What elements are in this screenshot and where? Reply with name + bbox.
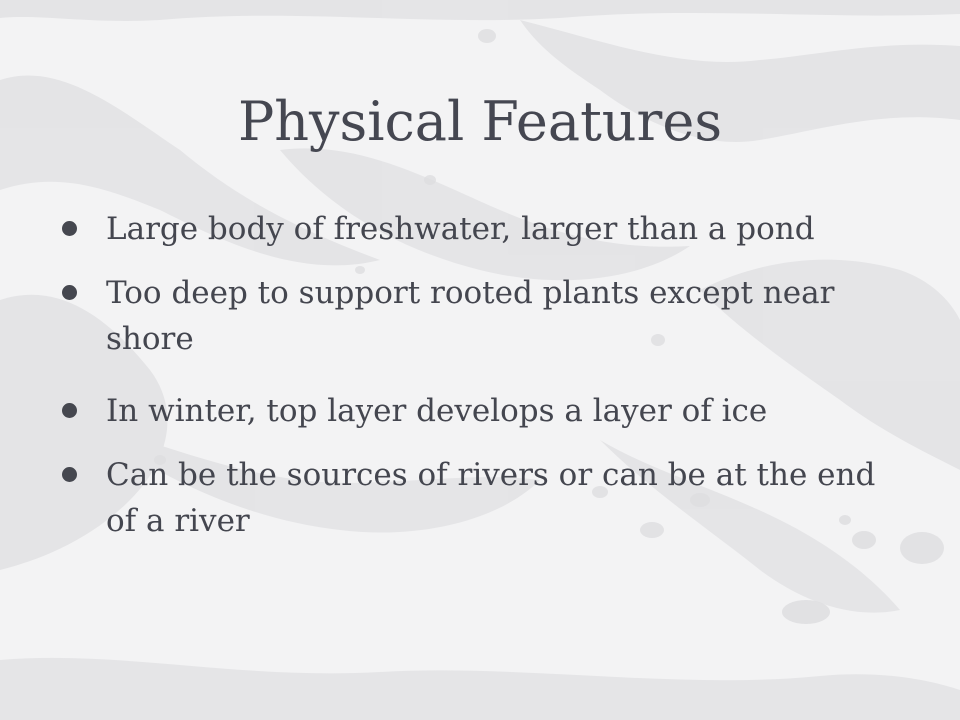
bullet-icon xyxy=(62,403,77,418)
bullet-text: In winter, top layer develops a layer of ice xyxy=(106,393,768,429)
bullet-icon xyxy=(62,221,77,236)
bullet-list xyxy=(62,206,892,544)
bullet-icon xyxy=(62,467,77,482)
list-item xyxy=(62,206,892,252)
bullet-icon xyxy=(62,285,77,300)
bullet-text: Large body of freshwater, larger than a pond xyxy=(106,211,815,247)
list-item xyxy=(62,452,892,544)
list-item xyxy=(62,270,892,362)
bullet-text: Can be the sources of rivers or can be at the end of a river xyxy=(106,457,876,539)
list-item xyxy=(62,388,892,434)
slide-title: Physical Features xyxy=(237,90,723,153)
bullet-text: Too deep to support rooted plants except near shore xyxy=(106,275,835,357)
